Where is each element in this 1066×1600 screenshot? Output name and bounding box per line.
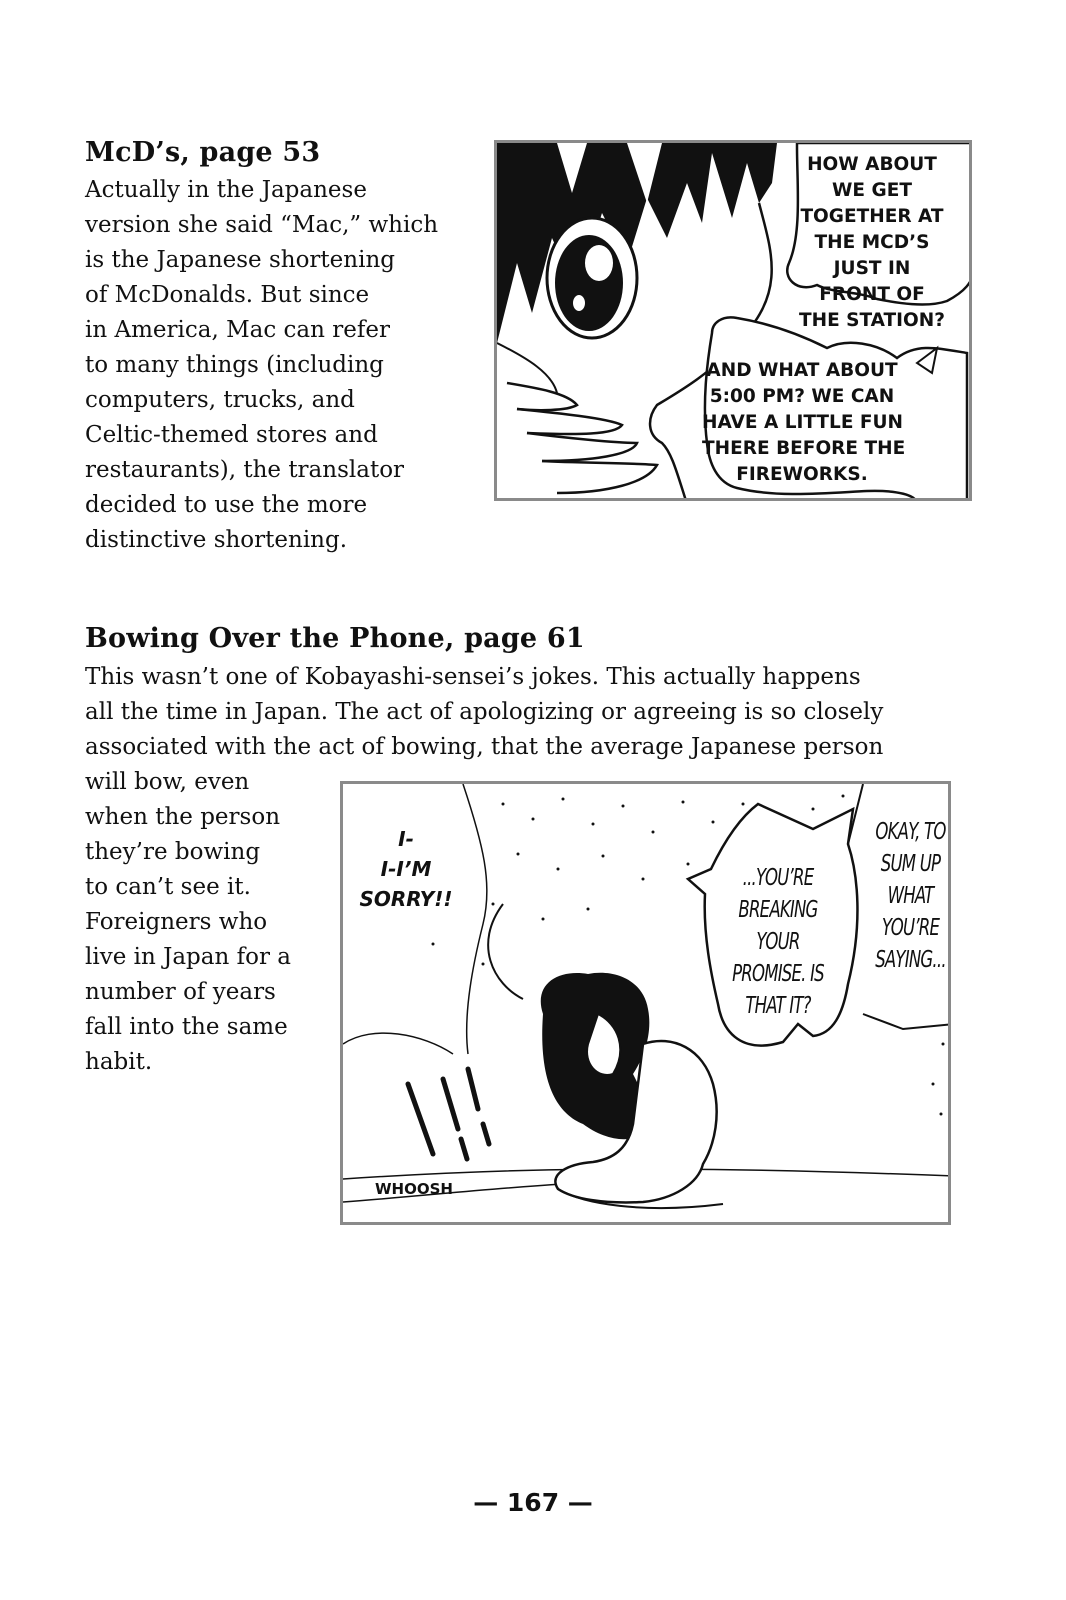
note-line: Celtic-themed stores and — [85, 422, 378, 448]
note-line: Actually in the Japanese — [85, 177, 367, 203]
note-line: they’re bowing — [85, 839, 261, 865]
note-line: This wasn’t one of Kobayashi-sensei’s jokes. This actually happens — [85, 664, 861, 690]
note-line: of McDonalds. But since — [85, 282, 370, 308]
note-line: live in Japan for a — [85, 944, 291, 970]
note-line: Foreigners who — [85, 909, 268, 935]
note-heading-mcds: McD’s, page 53 — [85, 137, 321, 168]
note-line: associated with the act of bowing, that the average Japanese person — [85, 734, 884, 760]
note-line: will bow, even — [85, 769, 250, 795]
note-heading-bowing: Bowing Over the Phone, page 61 — [85, 623, 585, 654]
manga-panel-mcds — [494, 140, 972, 501]
note-line: to many things (including — [85, 352, 384, 378]
note-line: decided to use the more — [85, 492, 368, 518]
note-line: to can’t see it. — [85, 874, 251, 900]
note-line: fall into the same — [85, 1014, 288, 1040]
note-line: computers, trucks, and — [85, 387, 355, 413]
page-number: — 167 — — [473, 1488, 593, 1517]
note-line: in America, Mac can refer — [85, 317, 390, 343]
speech-balloon-bottom: AND WHAT ABOUT 5:00 PM? WE CAN HAVE A LITTLE FUN THERE BEFORE THE FIREWORKS. — [702, 360, 906, 485]
note-line: number of years — [85, 979, 276, 1005]
speech-balloon-right: OKAY, TO SUM UP WHAT YOU’RE SAYING... — [875, 819, 946, 973]
shout-text: I- I-I’M SORRY!! — [359, 827, 453, 911]
speech-balloon-top: HOW ABOUT WE GET TOGETHER AT THE MCD’S JUST IN FRONT OF THE STATION? — [798, 154, 945, 331]
note-line: is the Japanese shortening — [85, 247, 395, 273]
note-line: habit. — [85, 1049, 153, 1075]
speech-balloon-center: ...YOU’RE BREAKING YOUR PROMISE. IS THAT IT? — [732, 865, 824, 1019]
sound-effect-whoosh: WHOOSH — [375, 1180, 453, 1198]
note-line: version she said “Mac,” which — [85, 212, 439, 238]
note-body-mcds — [85, 173, 438, 558]
note-line: restaurants), the translator — [85, 457, 405, 483]
note-line: distinctive shortening. — [85, 527, 348, 553]
note-line: when the person — [85, 804, 281, 830]
manga-panel-bowing — [340, 781, 951, 1225]
note-line: all the time in Japan. The act of apologizing or agreeing is so closely — [85, 699, 884, 725]
